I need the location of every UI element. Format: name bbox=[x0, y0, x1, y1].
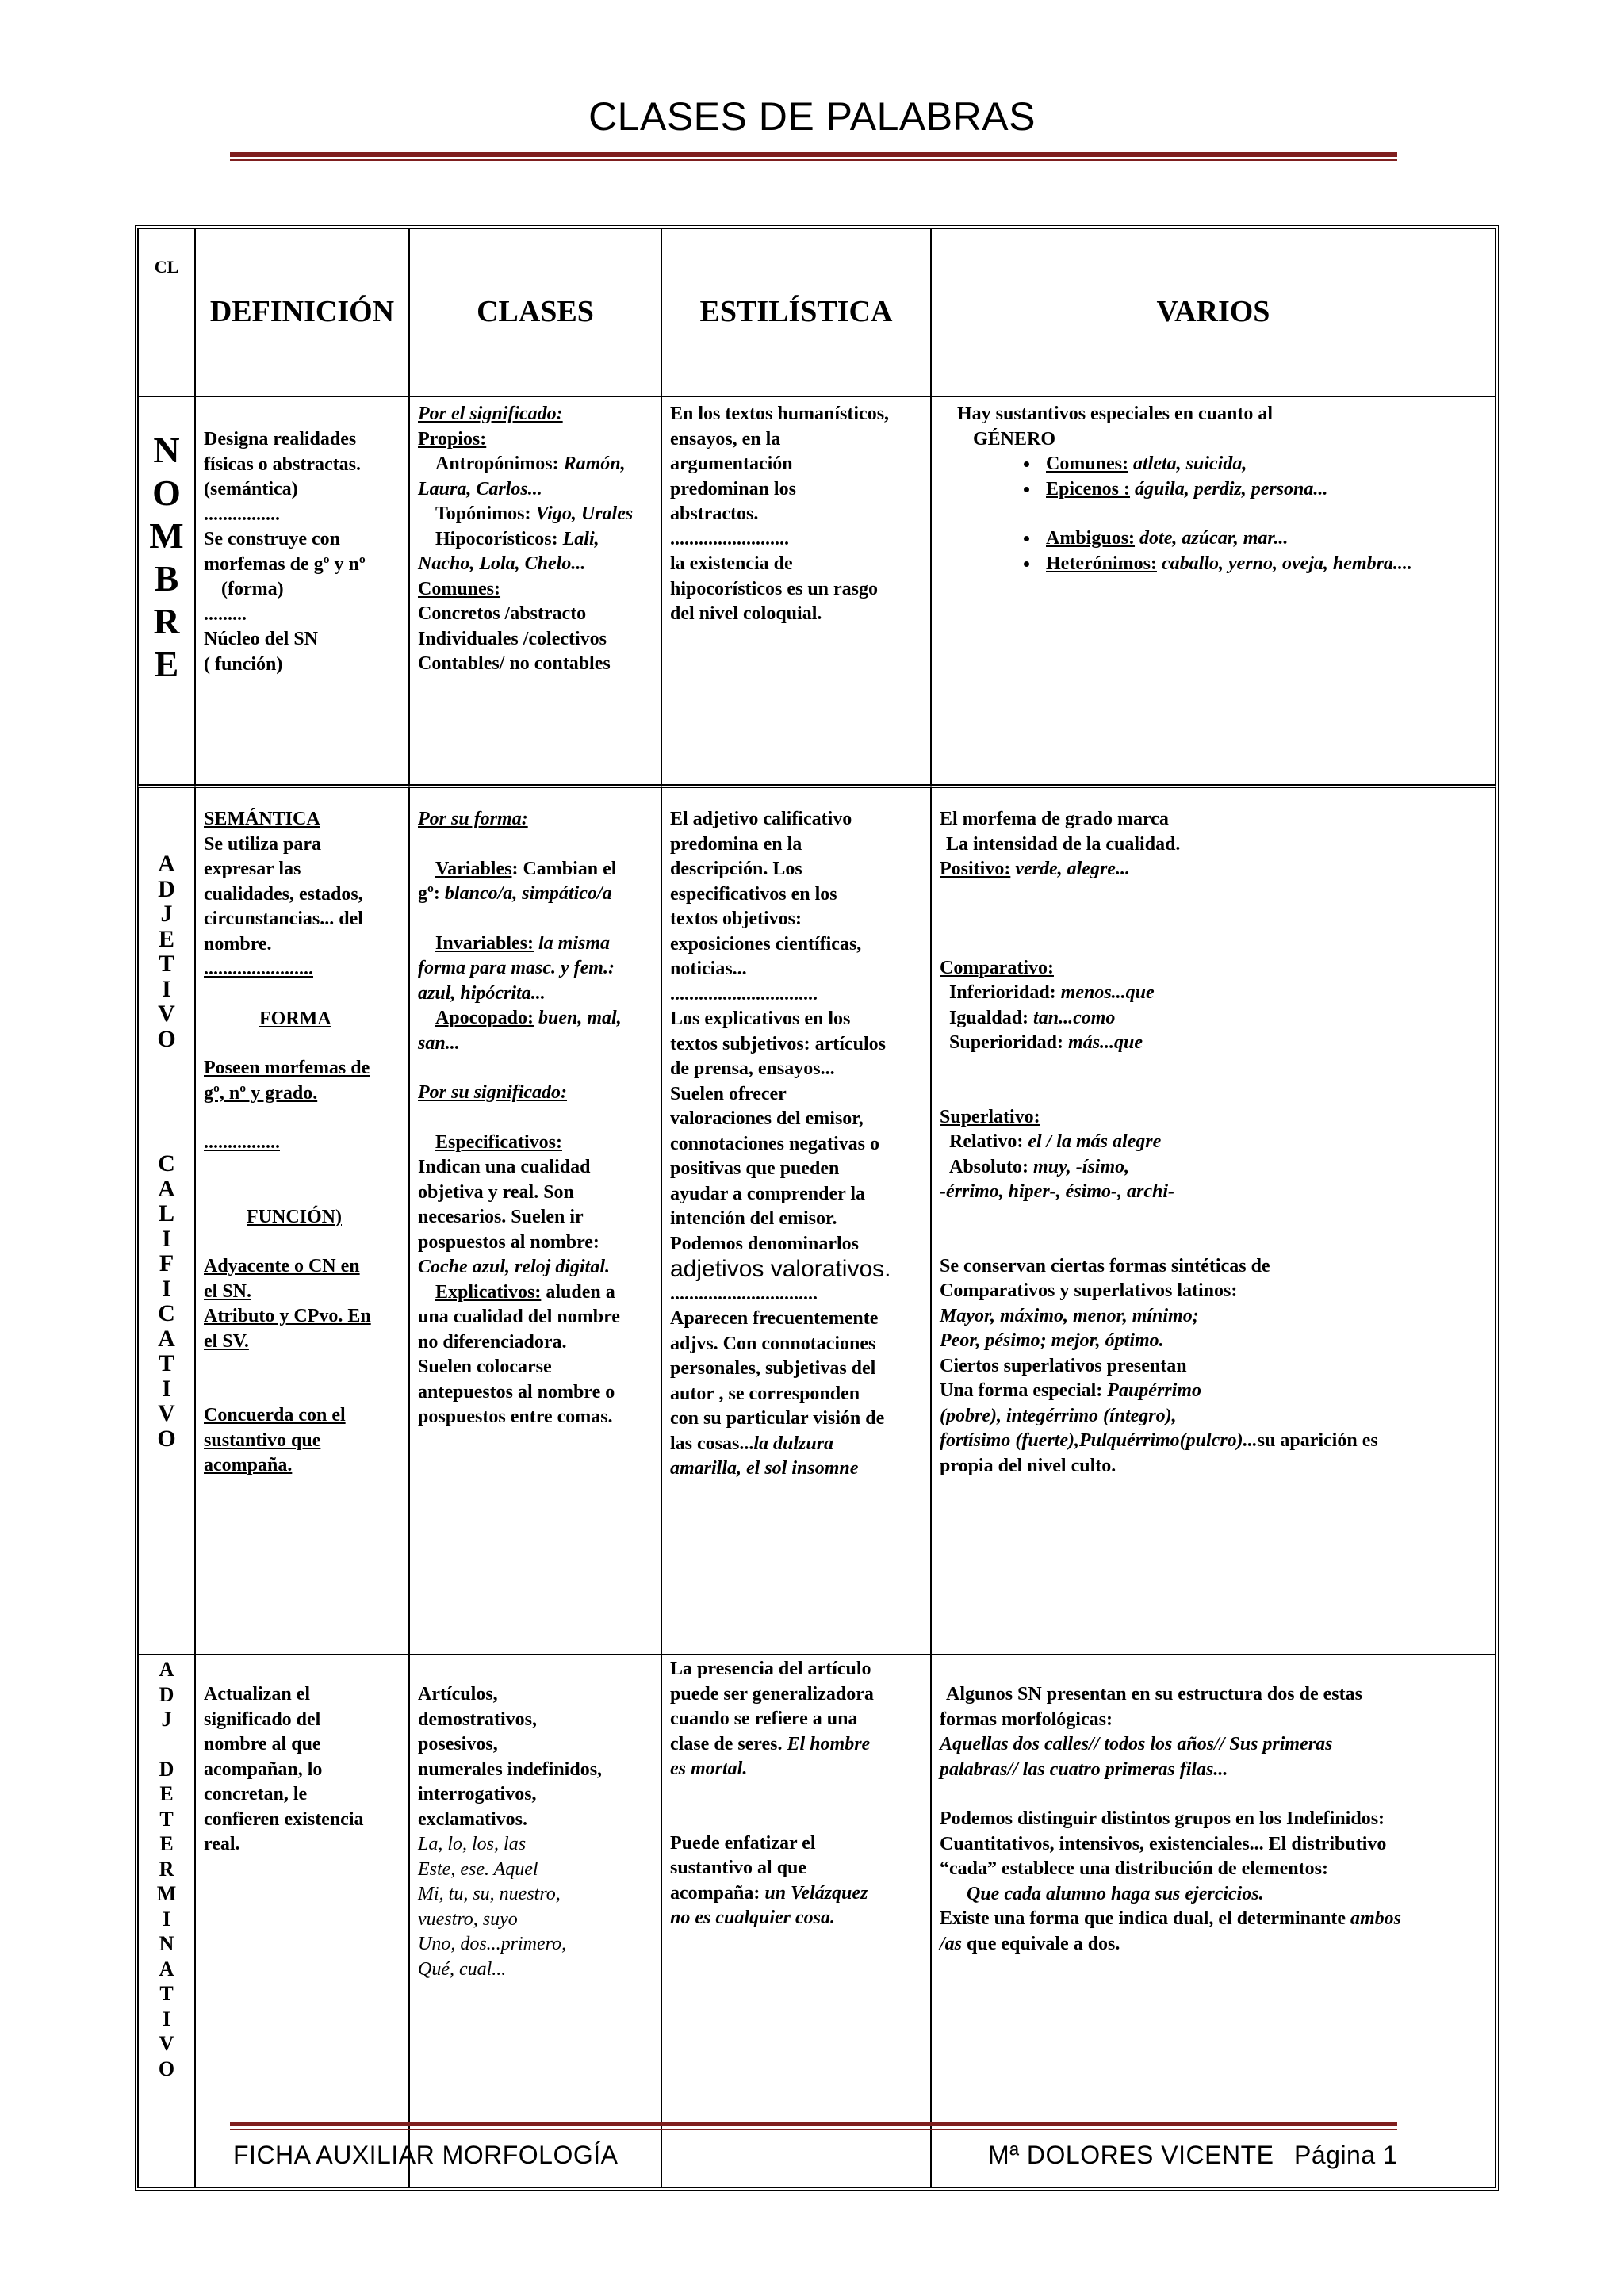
determinativo-definicion: Actualizan el significado del nombre al que acompañan, lo concretan, le confieren existencia real. bbox=[195, 1655, 409, 2187]
adjetivo-clases: Por su forma: Variables: Cambian el gº: blanco/a, simpático/a Invariables: la misma forma para masc. y fem.: azul, hipócrita... Apocopado: buen, mal, san... Por su significado: Especificativos: Indican una cualidad objetiva y real. Son necesarios. Suelen ir pospuestos al nombre: Coche azul, reloj digital. Explicativos: aluden a una cualidad del nombre no diferenciadora. Suelen colocarse antepuestos al nombre o pospuestos entre comas. bbox=[409, 785, 661, 1655]
nombre-definicion: Designa realidades físicas o abstractas. (semántica) ................ Se construye con morfemas de gº y nº (forma) ......... Núcleo del SN ( función) bbox=[195, 396, 409, 785]
determinativo-clases: Artículos, demostrativos, posesivos, numerales indefinidos, interrogativos, exclamativos. La, lo, los, las Este, ese. Aquel Mi, tu, su, nuestro, vuestro, suyo Uno, dos...primero, Qué, cual... bbox=[409, 1655, 661, 2187]
header-cl: CL bbox=[138, 228, 195, 396]
header-estilistica: ESTILÍSTICA bbox=[661, 228, 931, 396]
nombre-clases: Por el significado: Propios: Antropónimos: Ramón, Laura, Carlos... Topónimos: Vigo, Urales Hipocorísticos: Lali, Nacho, Lola, Chelo... Comunes: Concretos /abstracto Individuales /colectivos Contables/ no contables bbox=[409, 396, 661, 785]
footer-page-number: Página 1 bbox=[1294, 2141, 1398, 2169]
header-definicion: DEFINICIÓN bbox=[195, 228, 409, 396]
page-title: CLASES DE PALABRAS bbox=[588, 94, 1036, 139]
adjetivo-determinativo-label: A D J D E T E R M I N A T I V O bbox=[138, 1655, 195, 2187]
nombre-label: N O M B R E bbox=[138, 396, 195, 785]
footer-author: Mª DOLORES VICENTE bbox=[988, 2141, 1274, 2169]
row-adjetivo-calificativo bbox=[138, 785, 1496, 1655]
footer-rule bbox=[230, 2122, 1397, 2126]
table-header-row bbox=[138, 228, 1496, 396]
list-item: • Ambiguos: dote, azúcar, mar... bbox=[1040, 526, 1487, 552]
list-item: • Comunes: atleta, suicida, bbox=[1040, 452, 1487, 477]
header-rule bbox=[230, 152, 1397, 157]
footer-rule-thin bbox=[230, 2129, 1397, 2130]
list-item: • Heterónimos: caballo, yerno, oveja, hembra.... bbox=[1040, 552, 1487, 577]
footer-title: FICHA AUXILIAR MORFOLOGÍA bbox=[233, 2141, 619, 2169]
adjetivo-estilistica: El adjetivo calificativo predomina en la descripción. Los especificativos en los textos objetivos: exposiciones científicas, noticias... ............................... Los explicativos en los textos subjetivos: artículos de prensa, ensayos... Suelen ofrecer valoraciones del emisor, connotaciones negativas o positivas que pueden ayudar a comprender la intención del emisor. Podemos denominarlos adjetivos valorativos. ............................... Aparecen frecuentemente adjvs. Con connotaciones personales, subjetivas del autor , se corresponden con su particular visión de las cosas...la dulzura amarilla, el sol insomne bbox=[661, 785, 931, 1655]
header-clases: CLASES bbox=[409, 228, 661, 396]
header-rule-thin bbox=[230, 159, 1397, 161]
word-classes-table bbox=[135, 225, 1499, 2191]
adjetivo-calificativo-label: A D J E T I V O C A L I F I C A T I V O bbox=[138, 785, 195, 1655]
row-adjetivo-determinativo bbox=[138, 1655, 1496, 2187]
determinativo-varios: Algunos SN presentan en su estructura dos de estas formas morfológicas: Aquellas dos calles// todos los años// Sus primeras palabras// las cuatro primeras filas... Podemos distinguir distintos grupos en los Indefinidos: Cuantitativos, intensivos, existenciales... El distributivo “cada” establece una distribución de elementos: Que cada alumno haga sus ejercicios. Existe una forma que indica dual, el determinante ambos /as que equivale a dos. bbox=[931, 1655, 1496, 2187]
header-varios: VARIOS bbox=[931, 228, 1496, 396]
nombre-varios: Hay sustantivos especiales en cuanto al GÉNERO • Comunes: atleta, suicida, • Epicenos : águila, perdiz, persona... • Ambiguos: dote, azúcar, mar... • Heterónimos: caballo, yerno, oveja, hembra.... bbox=[931, 396, 1496, 785]
adjetivo-definicion: SEMÁNTICA Se utiliza para expresar las cualidades, estados, circunstancias... del nombre. ....................... FORMA Poseen morfemas de gº, nº y grado. ................ FUNCIÓN) Adyacente o CN en el SN. Atributo y CPvo. En el SV. Concuerda con el sustantivo que acompaña. bbox=[195, 785, 409, 1655]
list-item: • Epicenos : águila, perdiz, persona... bbox=[1040, 477, 1487, 503]
nombre-estilistica: En los textos humanísticos, ensayos, en la argumentación predominan los abstractos. ......................... la existencia de hipocorísticos es un rasgo del nivel coloquial. bbox=[661, 396, 931, 785]
adjetivo-varios: El morfema de grado marca La intensidad de la cualidad. Positivo: verde, alegre... Comparativo: Inferioridad: menos...que Igualdad: tan...como Superioridad: más...que Superlativo: Relativo: el / la más alegre Absoluto: muy, -ísimo, -érrimo, hiper-, ésimo-, archi- Se conservan ciertas formas sintéticas de Comparativos y superlativos latinos: Mayor, máximo, menor, mínimo; Peor, pésimo; mejor, óptimo. Ciertos superlativos presentan Una forma especial: Paupérrimo (pobre), integérrimo (íntegro), fortísimo (fuerte),Pulquérrimo(pulcro)...su aparición es propia del nivel culto. bbox=[931, 785, 1496, 1655]
determinativo-estilistica: La presencia del artículo puede ser generalizadora cuando se refiere a una clase de seres. El hombre es mortal. Puede enfatizar el sustantivo al que acompaña: un Velázquez no es cualquier cosa. bbox=[661, 1655, 931, 2187]
row-nombre bbox=[138, 396, 1496, 785]
